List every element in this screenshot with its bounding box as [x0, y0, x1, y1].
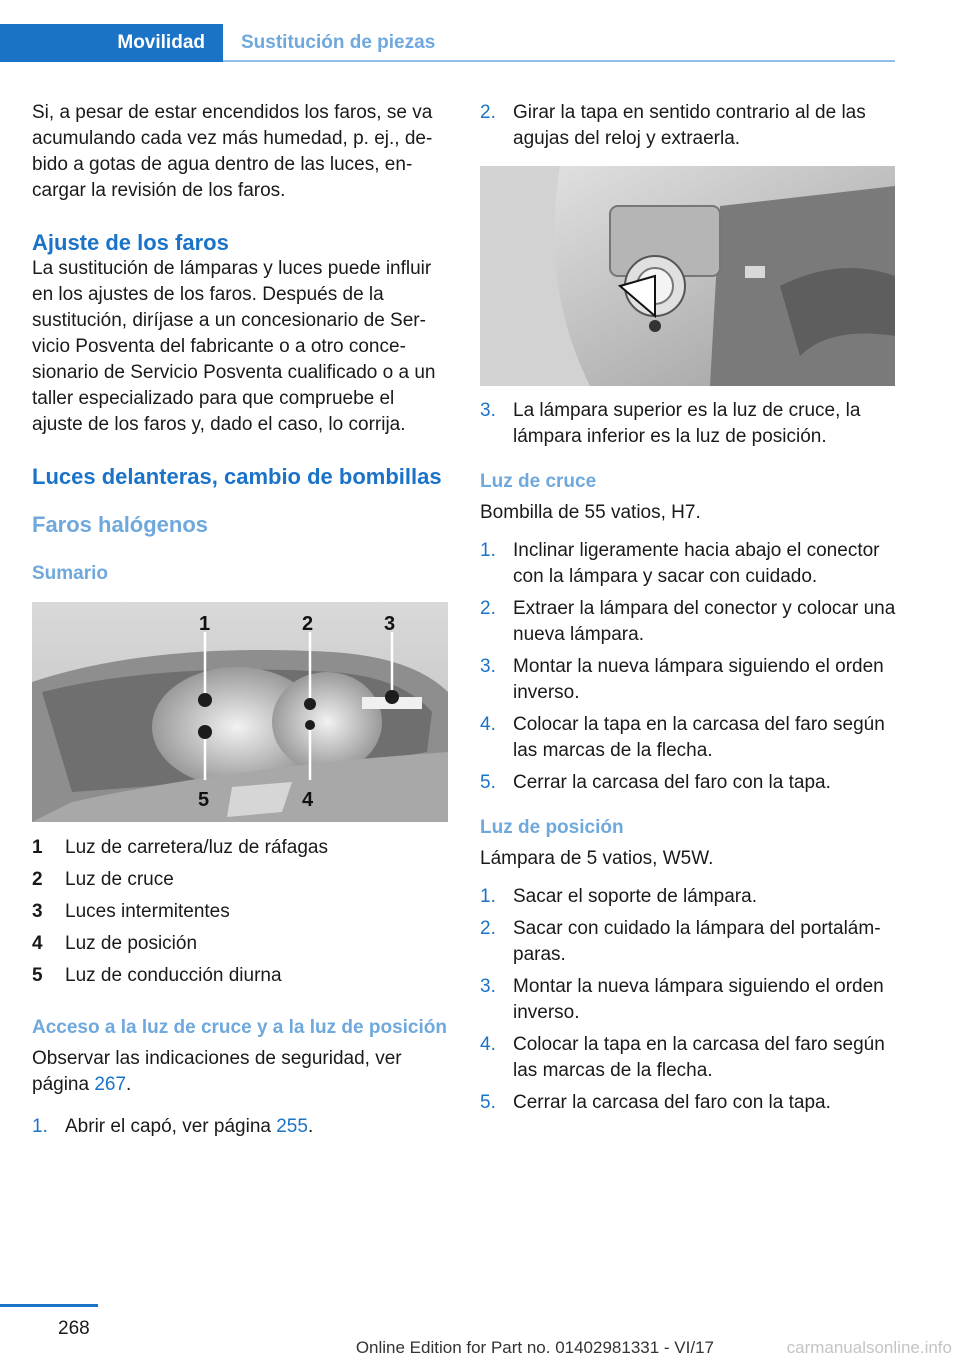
heading-acceso: Acceso a la luz de cruce y a la luz de posición [32, 1017, 447, 1038]
step-text: Colocar la tapa en la carcasa del faro según las marcas de la flecha. [513, 1034, 885, 1081]
heading-faros-halogenos: Faros halógenos [32, 512, 209, 537]
step-item [480, 884, 896, 910]
step-number: 1. [480, 540, 496, 561]
ajuste-paragraph: La sustitución de lámparas y luces puede influir en los ajustes de los faros. Después de la sustitución, diríjase a un concesionario de Servicio Posventa del fabricante o a otro concesionario de Servicio Posventa cualificado o a un taller especializado para que compruebe el ajuste de los faros y, dado el caso, lo corrija. [32, 258, 436, 435]
posicion-steps [480, 884, 896, 1116]
step-text: Extraer la lámpara del conector y colocar una nueva lámpara. [513, 598, 896, 645]
heading-luz-de-cruce: Luz de cruce [480, 471, 597, 492]
step-number: 1. [32, 1116, 48, 1137]
page-link-267[interactable]: 267 [94, 1074, 127, 1095]
step-item [480, 538, 896, 590]
acceso-text: Observar las indicaciones de seguridad, ver página [32, 1048, 402, 1095]
step-item [480, 654, 896, 706]
step-text: Girar la tapa en sentido contrario al de las agujas del reloj y extraerla. [513, 102, 866, 149]
legend-number: 5 [32, 965, 43, 986]
section-tab-movilidad[interactable]: Movilidad [0, 24, 223, 62]
headlight-figure [32, 602, 448, 822]
callout-1: 1 [199, 613, 211, 635]
legend-text: Luz de cruce [65, 869, 174, 890]
step-item [480, 596, 896, 648]
section-tab-sustitucion[interactable]: Sustitución de piezas [241, 32, 436, 53]
step-number: 5. [480, 772, 496, 793]
legend-item [32, 896, 448, 928]
watermark: carmanualsonline.info [786, 1338, 952, 1357]
legend-text: Luces intermitentes [65, 901, 230, 922]
callout-3: 3 [384, 613, 396, 635]
step-number: 2. [480, 102, 496, 123]
step-text: Cerrar la carcasa del faro con la tapa. [513, 772, 831, 793]
acceso-steps [32, 1114, 448, 1140]
step-text: La lámpara superior es la luz de cruce, la lámpara inferior es la luz de posición. [513, 400, 861, 447]
page-header [0, 0, 960, 62]
legend-text: Luz de conducción diurna [65, 965, 282, 986]
callout-4: 4 [302, 789, 314, 811]
heading-luz-de-posicion: Luz de posición [480, 817, 624, 838]
step-item [480, 1090, 896, 1116]
cruce-steps [480, 538, 896, 796]
step-text: Montar la nueva lámpara siguiendo el orden inverso. [513, 656, 884, 703]
header-divider [223, 60, 895, 62]
page-number: 268 [58, 1318, 90, 1339]
step-text: Sacar el soporte de lámpara. [513, 886, 757, 907]
step-number: 4. [480, 714, 496, 735]
step-text: Cerrar la carcasa del faro con la tapa. [513, 1092, 831, 1113]
heading-luces-delanteras: Luces delanteras, cambio de bombillas [32, 464, 442, 489]
step-number: 3. [480, 976, 496, 997]
posicion-paragraph: Lámpara de 5 vatios, W5W. [480, 848, 714, 869]
legend-text: Luz de carretera/luz de ráfagas [65, 837, 328, 858]
legend-number: 4 [32, 933, 43, 954]
step-item [480, 974, 896, 1026]
step-item [480, 770, 896, 796]
step-text: Colocar la tapa en la carcasa del faro según las marcas de la flecha. [513, 714, 885, 761]
step-item [480, 1032, 896, 1084]
step-number: 2. [480, 598, 496, 619]
step-number: 3. [480, 400, 496, 421]
figure-legend [32, 832, 448, 992]
legend-item [32, 832, 448, 864]
step-text: Abrir el capó, ver página [65, 1116, 271, 1137]
engine-bay-figure [480, 166, 895, 386]
step-item: 1. Abrir el capó, ver página 255. [32, 1114, 448, 1140]
step-item [480, 398, 896, 450]
step-number: 1. [480, 886, 496, 907]
intro-paragraph: Si, a pesar de estar encendidos los faros, se va acumulando cada vez más humedad, p. ej., debido a gotas de agua dentro de las luces, encargar la revisión de los faros. [32, 102, 433, 201]
legend-item [32, 928, 448, 960]
cruce-paragraph: Bombilla de 55 vatios, H7. [480, 502, 701, 523]
page-link-255[interactable]: 255 [276, 1116, 308, 1137]
step-number: 4. [480, 1034, 496, 1055]
acceso-paragraph: Observar las indicaciones de seguridad, ver página 267. [32, 1048, 402, 1095]
heading-sumario: Sumario [32, 563, 109, 584]
callout-2: 2 [302, 613, 314, 635]
left-column [32, 100, 448, 1146]
acceso-steps-3 [480, 398, 896, 450]
footer-divider [0, 1304, 98, 1307]
edition-note: Online Edition for Part no. 01402981331 - VI/17 [355, 1338, 714, 1357]
legend-number: 2 [32, 869, 43, 890]
step-text: Inclinar ligeramente hacia abajo el conector con la lámpara y sacar con cuidado. [513, 540, 880, 587]
right-column [480, 100, 896, 1122]
legend-number: 1 [32, 837, 43, 858]
step-item [480, 100, 896, 152]
legend-number: 3 [32, 901, 43, 922]
step-item [480, 712, 896, 764]
heading-ajuste: Ajuste de los faros [32, 230, 229, 255]
legend-text: Luz de posición [65, 933, 198, 954]
engine-bay-illustration [480, 166, 895, 386]
legend-item [32, 864, 448, 896]
legend-item [32, 960, 448, 992]
headlight-illustration [32, 602, 448, 822]
step-number: 2. [480, 918, 496, 939]
step-text: Sacar con cuidado la lámpara del portalámparas. [513, 918, 881, 965]
step-number: 3. [480, 656, 496, 677]
step-text: Montar la nueva lámpara siguiendo el orden inverso. [513, 976, 884, 1023]
step-number: 5. [480, 1092, 496, 1113]
acceso-steps-continued [480, 100, 896, 152]
step-item [480, 916, 896, 968]
callout-5: 5 [198, 789, 210, 811]
